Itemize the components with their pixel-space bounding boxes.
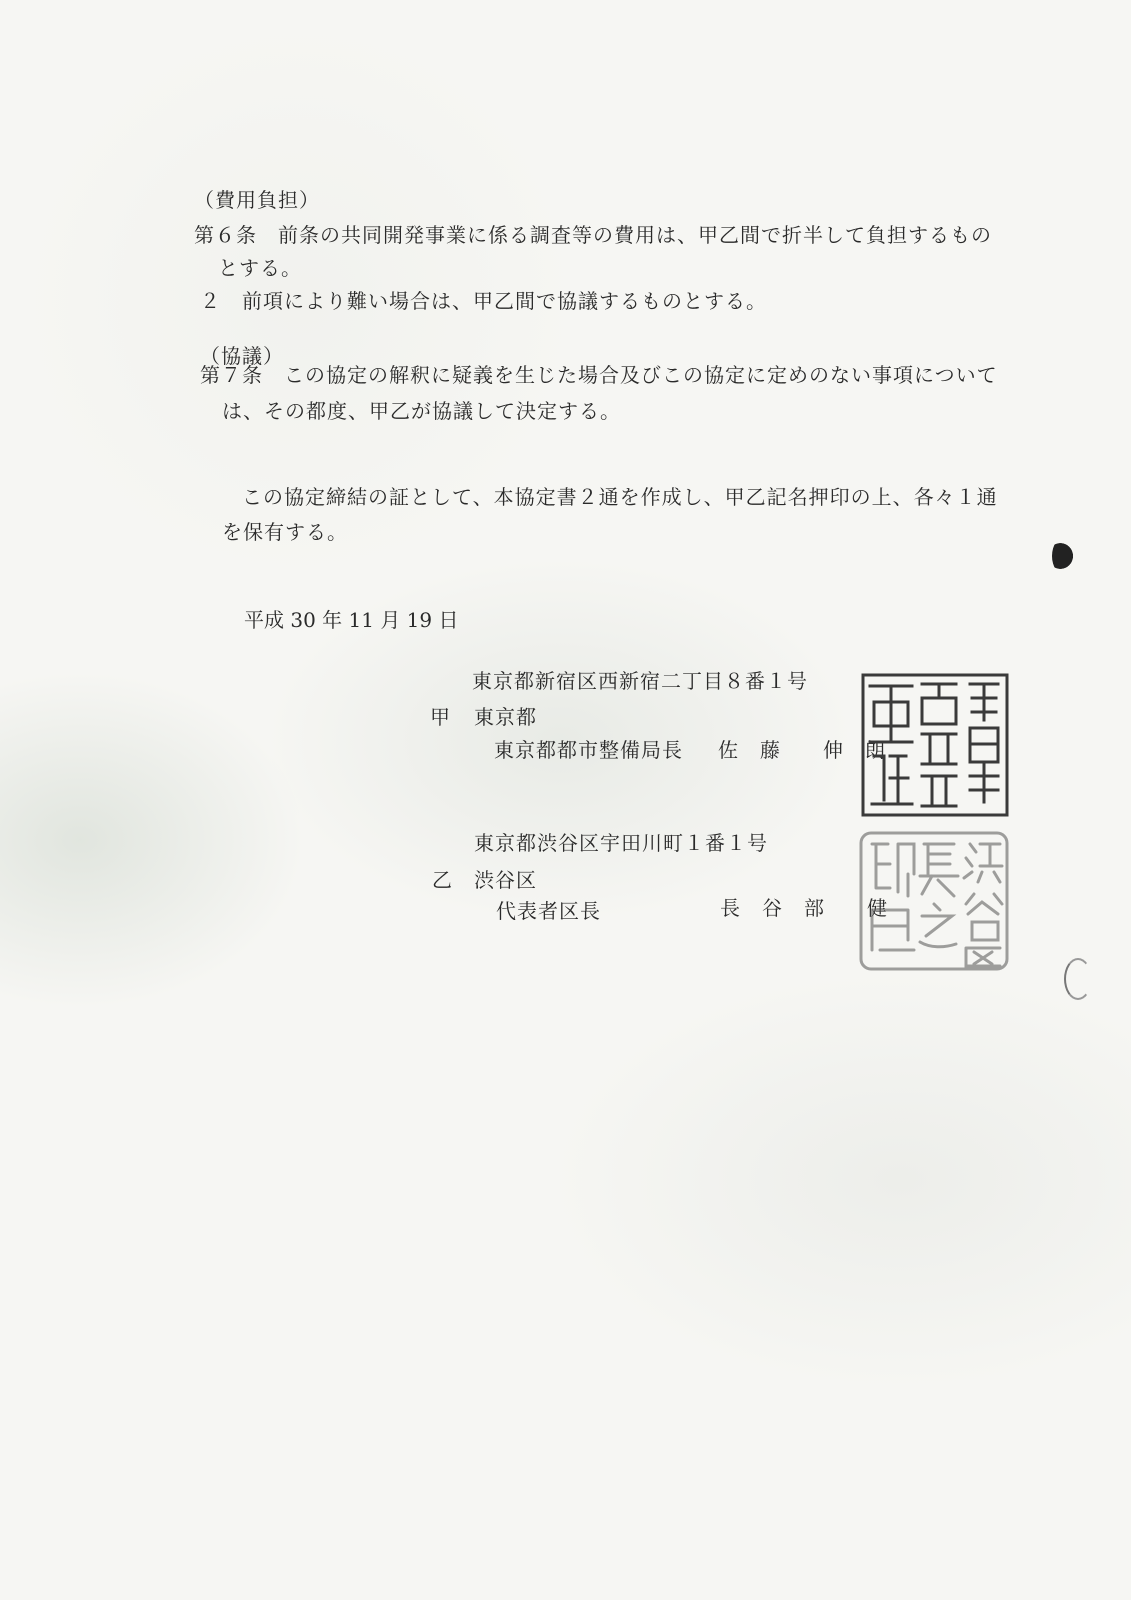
article7-heading: （協議） (200, 344, 284, 368)
party-a-address: 東京都新宿区西新宿二丁目８番１号 (472, 669, 808, 693)
article7-line2: は、その都度、甲乙が協議して決定する。 (222, 399, 621, 423)
party-b-address: 東京都渋谷区宇田川町１番１号 (474, 831, 768, 855)
article6-line2: とする。 (218, 256, 302, 280)
party-a-org: 東京都 (474, 705, 537, 729)
punch-hole-upper (1052, 536, 1080, 576)
article6-para2: ２ 前項により難い場合は、甲乙間で協議するものとする。 (200, 289, 767, 313)
closing-line2: を保有する。 (222, 520, 348, 544)
agreement-date: 平成 30 年 11 月 19 日 (244, 608, 459, 632)
party-a-name: 佐 藤 伸 朗 (718, 738, 886, 762)
closing-line1: この協定締結の証として、本協定書２通を作成し、甲乙記名押印の上、各々１通 (242, 485, 998, 509)
party-a-seal-stamp (860, 672, 1010, 818)
party-b-seal-stamp (858, 830, 1010, 972)
party-a-title: 東京都都市整備局長 (494, 738, 683, 762)
article6-line1: 第６条 前条の共同開発事業に係る調査等の費用は、甲乙間で折半して負担するもの (194, 223, 992, 247)
party-b-org: 渋谷区 (474, 868, 537, 892)
party-a-label: 甲 (430, 705, 451, 729)
article7-line1: 第７条 この協定の解釈に疑義を生じた場合及びこの協定に定めのない事項について (200, 363, 998, 387)
party-b-name: 長 谷 部 健 (720, 896, 888, 920)
party-b-label: 乙 (432, 868, 453, 892)
party-b-title: 代表者区長 (496, 899, 601, 923)
article6-heading: （費用負担） (194, 188, 320, 212)
punch-hole-lower (1064, 958, 1092, 1000)
